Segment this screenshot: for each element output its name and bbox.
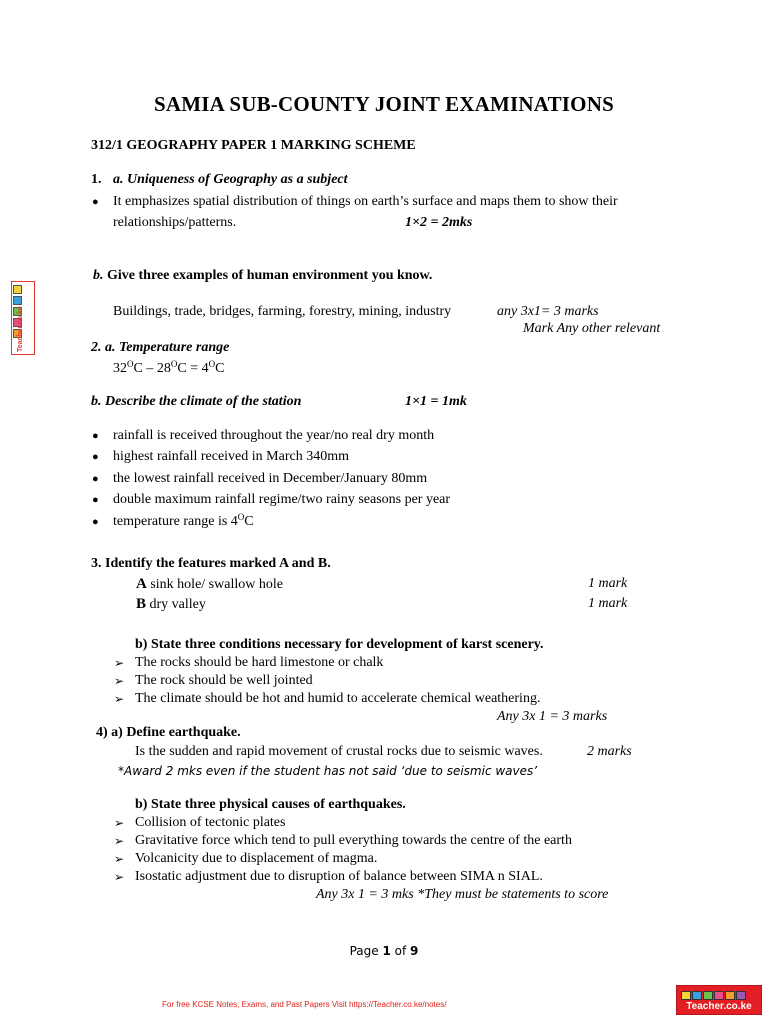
q3-a-marks: 1 mark (588, 576, 628, 591)
bullet-icon: ● (92, 196, 99, 208)
q3-a-text: sink hole/ swallow hole (150, 577, 283, 592)
teacher-logo[interactable]: Teacher.co.ke (676, 985, 762, 1015)
q3-conditions-marks: Any 3x 1 = 3 marks (497, 709, 608, 724)
q4-note: *Award 2 mks even if the student has not said ‘due to seismic waves’ (118, 764, 538, 778)
arrow-bullet-icon: ➢ (114, 834, 125, 848)
q2-bullet-2: highest rainfall received in March 340mm (113, 449, 349, 464)
q4-causes-marks: Any 3x 1 = 3 mks *They must be statements to score (316, 887, 609, 902)
q4-cause-2: Gravitative force which tend to pull everything towards the centre of the earth (135, 833, 572, 848)
q3-b-marks: 1 mark (588, 596, 628, 611)
bullet-icon: ● (92, 494, 99, 506)
arrow-bullet-icon: ➢ (114, 656, 125, 670)
q3-condition-1: The rocks should be hard limestone or chalk (135, 655, 384, 670)
q1-b-marks: any 3x1= 3 marks (497, 304, 599, 319)
document-title: SAMIA SUB-COUNTY JOINT EXAMINATIONS (154, 92, 614, 116)
q3-condition-3: The climate should be hot and humid to accelerate chemical weathering. (135, 691, 541, 706)
q2-bullet-4: double maximum rainfall regime/two rainy seasons per year (113, 492, 451, 507)
document-subtitle: 312/1 GEOGRAPHY PAPER 1 MARKING SCHEME (91, 138, 416, 153)
arrow-bullet-icon: ➢ (114, 870, 125, 884)
q3-b2-heading: b) State three conditions necessary for development of karst scenery. (135, 637, 544, 652)
bullet-icon: ● (92, 451, 99, 463)
q1-b-letter: b. (93, 268, 104, 283)
q1-a-point-line2: relationships/patterns. (113, 215, 237, 230)
arrow-bullet-icon: ➢ (114, 692, 125, 706)
bullet-icon: ● (92, 473, 99, 485)
q1-b-heading-line (93, 268, 432, 284)
q3-a-letter: A (136, 576, 147, 592)
q2-bullet-3: the lowest rainfall received in December/January 80mm (113, 471, 428, 486)
q4-heading: 4) a) Define earthquake. (96, 725, 241, 740)
q3-b-letter: B (136, 596, 147, 612)
arrow-bullet-icon: ➢ (114, 852, 125, 866)
q2-bullet-5: temperature range is $4^OC$ (113, 512, 254, 529)
footer-website-link[interactable]: For free KCSE Notes, Exams, and Past Papers Visit https://Teacher.co.ke/notes/ (162, 1000, 447, 1009)
q4-cause-1: Collision of tectonic plates (135, 815, 286, 830)
q1-number: 1. (91, 172, 102, 187)
q2-b-heading: b. Describe the climate of the station (91, 394, 302, 409)
q3-b-line (136, 596, 206, 613)
q2-calculation: $32^OC - 28^OC = 4^OC$ (113, 359, 225, 376)
q1-b-answer: Buildings, trade, bridges, farming, forestry, mining, industry (113, 304, 452, 319)
arrow-bullet-icon: ➢ (114, 674, 125, 688)
q4-marks: 2 marks (587, 744, 632, 759)
q2-b-marks: 1×1 = 1mk (405, 394, 467, 409)
page-number: Page 1 of 9 (349, 944, 419, 958)
q3-a-line (136, 576, 283, 593)
q3-condition-2: The rock should be well jointed (135, 673, 313, 688)
q1-a-heading: a. Uniqueness of Geography as a subject (113, 172, 348, 187)
bullet-icon: ● (92, 516, 99, 528)
q3-b-text: dry valley (149, 597, 206, 612)
q4-answer: Is the sudden and rapid movement of crustal rocks due to seismic waves. (135, 744, 543, 759)
q2-bullet-1: rainfall is received throughout the year/no real dry month (113, 428, 435, 443)
q2-heading: 2. a. Temperature range (91, 340, 230, 355)
q3-heading: 3. Identify the features marked A and B. (91, 556, 331, 571)
q1-b-heading: Give three examples of human environment you know. (107, 268, 433, 283)
q4-cause-3: Volcanicity due to displacement of magma. (135, 851, 378, 866)
q4-cause-4: Isostatic adjustment due to disruption of balance between SIMA n SIAL. (135, 869, 543, 884)
q4-b-heading: b) State three physical causes of earthquakes. (135, 797, 406, 812)
q1-b-note: Mark Any other relevant (523, 321, 661, 336)
q1-a-marks: 1×2 = 2mks (405, 215, 473, 230)
arrow-bullet-icon: ➢ (114, 816, 125, 830)
bullet-icon: ● (92, 430, 99, 442)
side-teacher-logo: Teacher.co.ke (11, 281, 35, 355)
q1-a-point-line1: It emphasizes spatial distribution of things on earth’s surface and maps them to show their (113, 194, 618, 209)
